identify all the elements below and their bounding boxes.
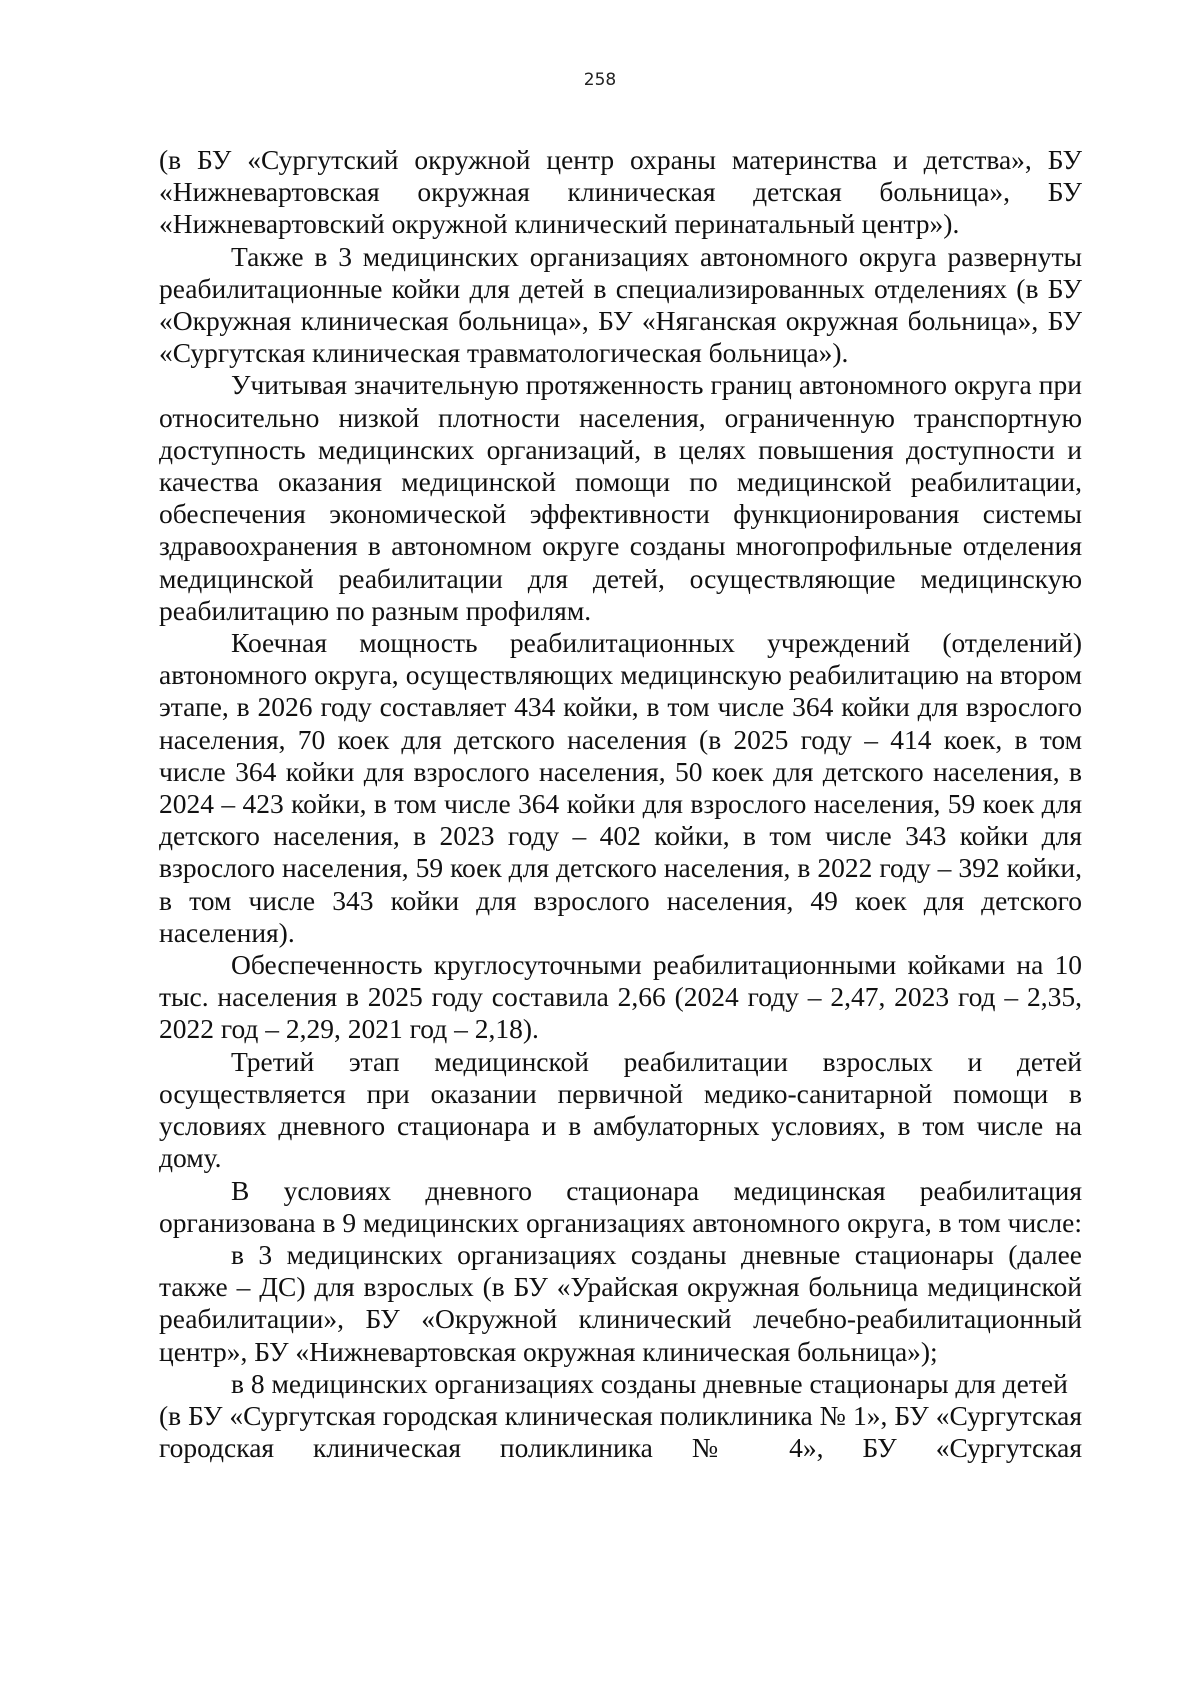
page-number: 258 [583,70,617,90]
paragraph-2: Также в 3 медицинских организациях автономного округа развернуты реабилитационные койки для детей в специализированных отделениях (в БУ «Окружная клиническая больница», БУ «Няганская окружная больница», БУ «Сургутская клиническая травматологическая больница»). [159,240,1082,369]
paragraph-10: (в БУ «Сургутская городская клиническая поликлиника № 1», БУ «Сургутская городская клиническая поликлиника № 4», БУ «Сургутская [159,1399,1082,1464]
document-body [159,144,1082,1464]
paragraph-5: Обеспеченность круглосуточными реабилитационными койками на 10 тыс. населения в 2025 году составила 2,66 (2024 году – 2,47, 2023 год – 2,35, 2022 год – 2,29, 2021 год – 2,18). [159,949,1082,1045]
paragraph-4: Коечная мощность реабилитационных учреждений (отделений) автономного округа, осуществляющих медицинскую реабилитацию на втором этапе, в 2026 году составляет 434 койки, в том числе 364 койки для взрослого населения, 70 коек для детского населения (в 2025 году – 414 коек, в том числе 364 койки для взрослого населения, 50 коек для детского населения, в 2024 – 423 койки, в том числе 364 койки для взрослого населения, 59 коек для детского населения, в 2023 году – 402 койки, в том числе 343 койки для взрослого населения, 59 коек для детского населения, в 2022 году – 392 койки, в том числе 343 койки для взрослого населения, 49 коек для детского населения). [159,627,1082,948]
paragraph-6: Третий этап медицинской реабилитации взрослых и детей осуществляется при оказании первичной медико-санитарной помощи в условиях дневного стационара и в амбулаторных условиях, в том числе на дому. [159,1045,1082,1174]
paragraph-7: В условиях дневного стационара медицинская реабилитация организована в 9 медицинских организациях автономного округа, в том числе: [159,1174,1082,1238]
paragraph-8: в 3 медицинских организациях созданы дневные стационары (далее также – ДС) для взрослых (в БУ «Урайская окружная больница медицинской реабилитации», БУ «Окружной клинический лечебно-реабилитационный центр», БУ «Нижневартовская окружная клиническая больница»); [159,1238,1082,1367]
paragraph-1: (в БУ «Сургутский окружной центр охраны материнства и детства», БУ «Нижневартовская окружная клиническая детская больница», БУ «Нижневартовский окружной клинический перинатальный центр»). [159,144,1082,240]
paragraph-9: в 8 медицинских организациях созданы дневные стационары для детей [231,1367,1068,1399]
paragraph-3: Учитывая значительную протяженность границ автономного округа при относительно низкой плотности населения, ограниченную транспортную доступность медицинских организаций, в целях повышения доступности и качества оказания медицинской помощи по медицинской реабилитации, обеспечения экономической эффективности функционирования системы здравоохранения в автономном округе созданы многопрофильные отделения медицинской реабилитации для детей, осуществляющие медицинскую реабилитацию по разным профилям. [159,369,1082,626]
